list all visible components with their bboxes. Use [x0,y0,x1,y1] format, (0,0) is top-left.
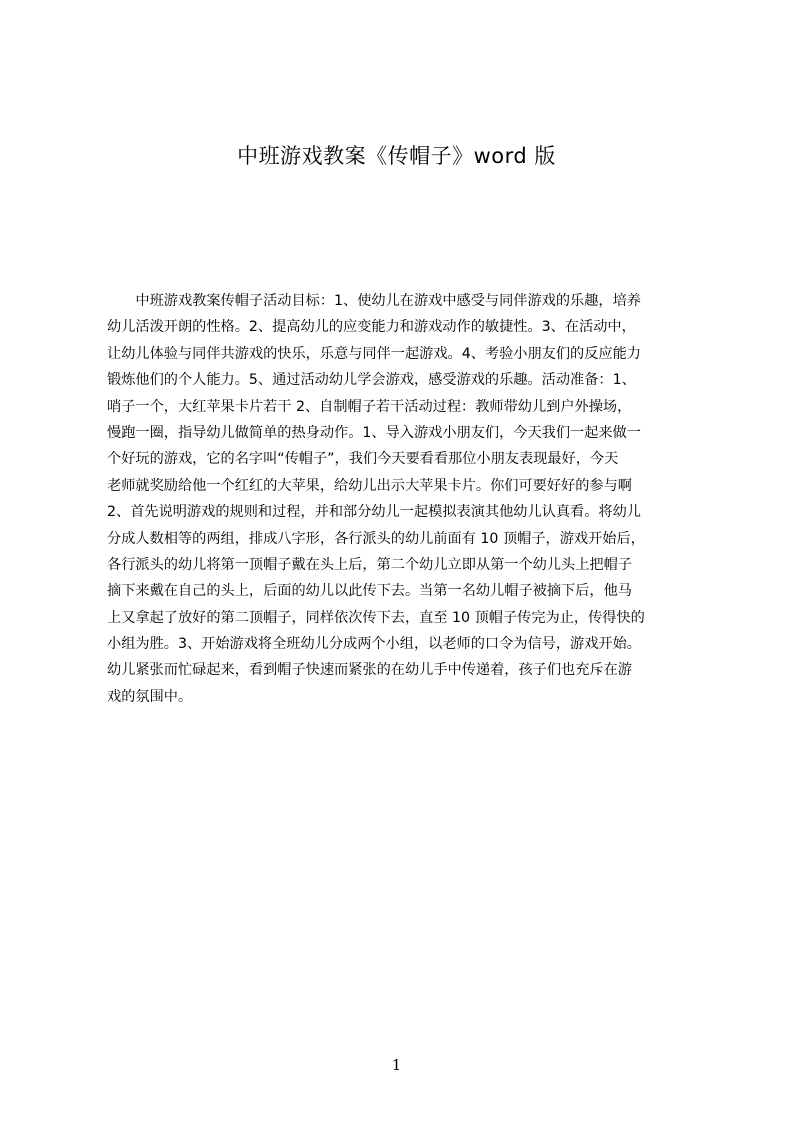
body-paragraph [107,288,696,710]
body-line: 慢跑一圈，指导幼儿做简单的热身动作。1、导入游戏小朋友们，今天我们一起来做一 [107,424,641,441]
body-line: 上又拿起了放好的第二顶帽子，同样依次传下去，直至 10 顶帽子传完为止，传得快的 [107,609,645,626]
body-line: 老师就奖励给他一个红红的大苹果，给幼儿出示大苹果卡片。你们可要好好的参与啊 [107,477,632,494]
body-line: 各行派头的幼儿将第一顶帽子戴在头上后，第二个幼儿立即从第一个幼儿头上把帽子 [107,556,632,573]
body-line: 幼儿紧张而忙碌起来，看到帽子快速而紧张的在幼儿手中传递着，孩子们也充斥在游 [107,662,632,679]
page-number: 1 [391,1056,402,1074]
body-line: 小组为胜。3、开始游戏将全班幼儿分成两个小组，以老师的口令为信号，游戏开始。 [107,636,641,653]
body-line: 分成人数相等的两组，排成八字形，各行派头的幼儿前面有 10 顶帽子，游戏开始后， [107,530,645,547]
body-line: 哨子一个，大红苹果卡片若干 2、自制帽子若干活动过程：教师带幼儿到户外操场， [107,398,632,415]
body-line: 摘下来戴在自己的头上，后面的幼儿以此传下去。当第一名幼儿帽子被摘下后，他马 [107,583,632,600]
body-line: 让幼儿体验与同伴共游戏的快乐，乐意与同伴一起游戏。4、考验小朋友们的反应能力 [107,345,641,362]
body-line: 个好玩的游戏，它的名字叫“传帽子”，我们今天要看看那位小朋友表现最好，今天 [107,451,619,468]
body-line: 幼儿活泼开朗的性格。2、提高幼儿的应变能力和游戏动作的敏捷性。3、在活动中， [107,319,636,336]
body-line: 戏的氛围中。 [107,688,193,705]
body-line: 中班游戏教案传帽子活动目标：1、使幼儿在游戏中感受与同伴游戏的乐趣，培养 [107,293,641,309]
body-line: 2、首先说明游戏的规则和过程，并和部分幼儿一起模拟表演其他幼儿认真看。将幼儿 [107,504,641,521]
body-line: 锻炼他们的个人能力。5、通过活动幼儿学会游戏，感受游戏的乐趣。活动准备：1、 [107,372,636,389]
document-title: 中班游戏教案《传帽子》word 版 [237,144,556,168]
